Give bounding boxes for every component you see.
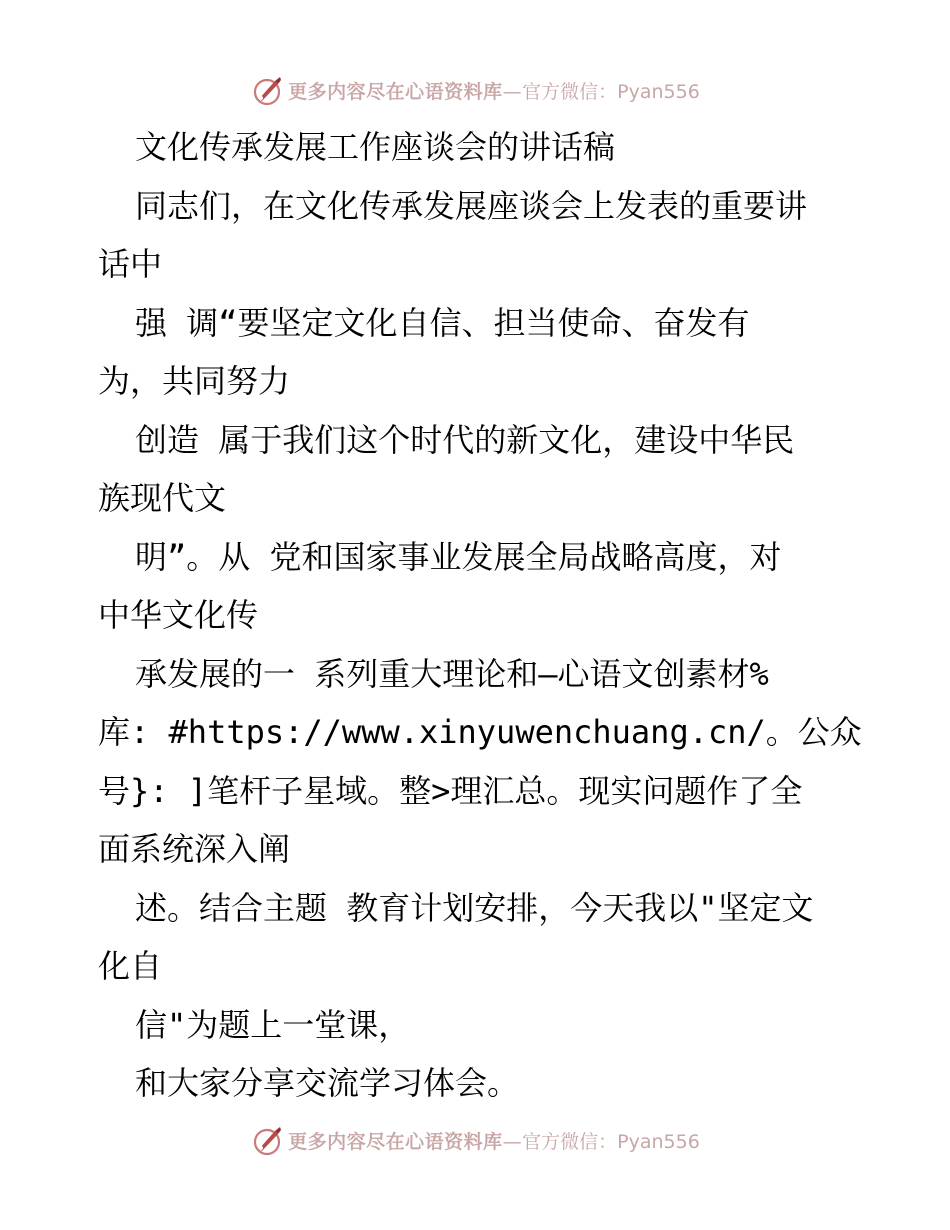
paragraph-line: 库: #https://www.xinyuwenchuang.cn/。公众 — [98, 713, 862, 751]
paragraph-line: 面系统深入阐 — [98, 830, 291, 868]
watermark-site-name: 更多内容尽在心语资料库 — [288, 80, 503, 103]
paragraph-line: 信"为题上一堂课， — [135, 1005, 411, 1044]
watermark-separator: — — [502, 80, 523, 103]
watermark-site-name: 更多内容尽在心语资料库 — [288, 1130, 503, 1153]
document-title: 文化传承发展工作座谈会的讲话稿 — [135, 128, 616, 166]
paragraph-line: 和大家分享交流学习体会。 — [135, 1064, 520, 1102]
quill-pen-logo-icon — [250, 73, 284, 107]
paragraph-line: 创造 属于我们这个时代的新文化，建设中华民 — [135, 420, 795, 459]
document-body — [98, 118, 878, 1113]
watermark-group — [250, 1123, 700, 1157]
paragraph-line: 强 调“要坚定文化自信、担当使命、奋发有 — [135, 303, 750, 342]
paragraph-line: 化自 — [98, 947, 163, 985]
watermark-group — [250, 73, 700, 107]
paragraph-line: 明”。从 党和国家事业发展全局战略高度，对 — [135, 537, 782, 576]
paragraph-line: 号}: ]笔杆子星域。整>理汇总。现实问题作了全 — [98, 771, 803, 810]
header-watermark — [0, 70, 950, 110]
watermark-wechat: 官方微信：Pyan556 — [522, 80, 700, 103]
paragraph-line: 话中 — [98, 245, 163, 283]
paragraph-line: 述。结合主题 教育计划安排，今天我以"坚定文 — [135, 888, 814, 927]
quill-pen-logo-icon — [250, 1123, 284, 1157]
watermark-text — [288, 77, 700, 104]
watermark-separator: — — [502, 1130, 523, 1153]
paragraph-line: 族现代文 — [98, 479, 227, 517]
paragraph-line: 同志们，在文化传承发展座谈会上发表的重要讲 — [135, 186, 808, 225]
paragraph-line: 为，共同努力 — [98, 362, 291, 400]
watermark-wechat: 官方微信：Pyan556 — [522, 1130, 700, 1153]
paragraph-line: 承发展的一 系列重大理论和—心语文创素材% — [135, 654, 769, 693]
footer-watermark — [0, 1120, 950, 1160]
watermark-text — [288, 1127, 700, 1154]
paragraph-line: 中华文化传 — [98, 596, 259, 634]
